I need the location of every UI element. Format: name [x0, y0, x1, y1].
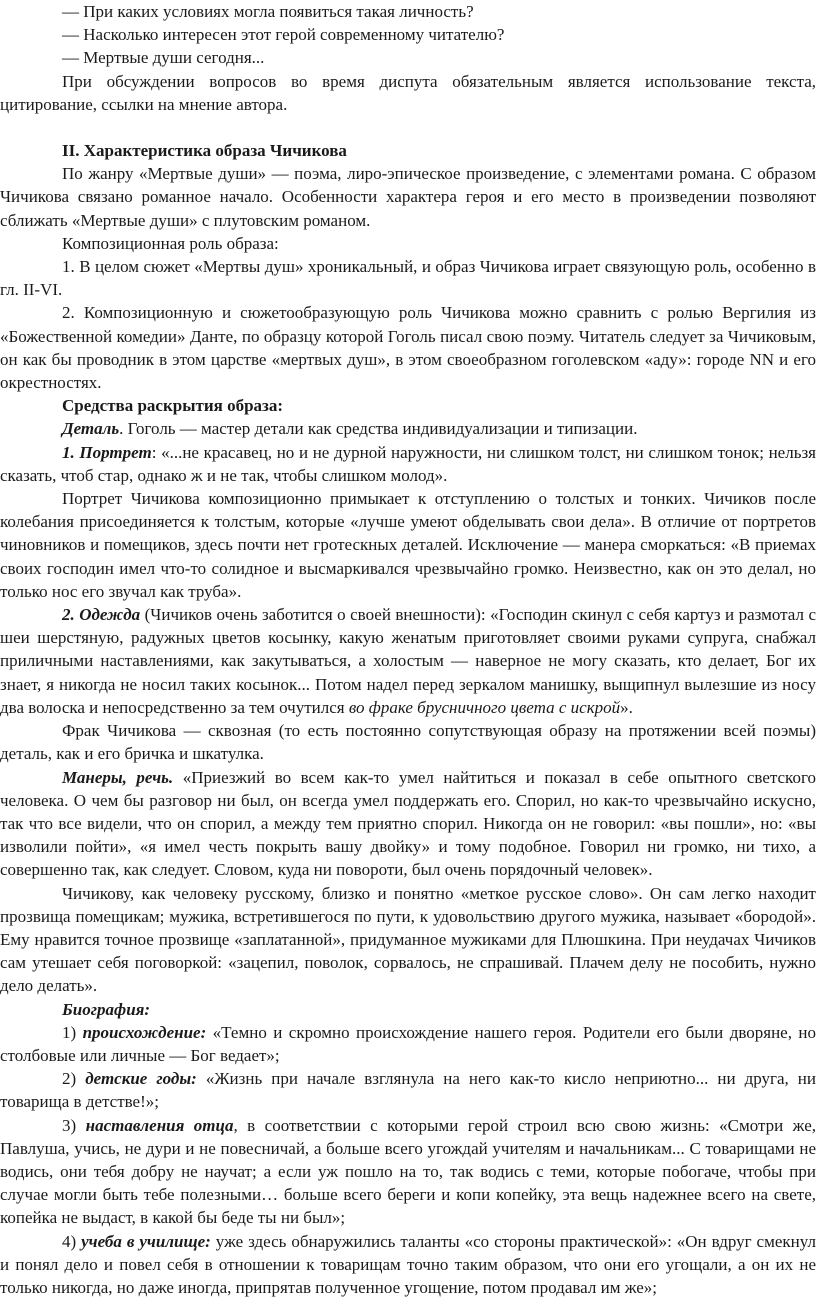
bio-item-2-label: детские годы: — [85, 1069, 197, 1089]
portrait-text: : «...не красавец, но и не дурной наружности, ни слишком толст, ни слишком тонок; нельзя сказать, чтоб стар, однако ж и не так, чтобы слишком молод». — [0, 442, 816, 485]
clothes-paragraph — [0, 603, 816, 719]
russian-word-paragraph: Чичикову, как человеку русскому, близко и понятно «меткое русское слово». Он сам легко находит прозвища помещикам; мужика, встретившегося по пути, к удовольствию другого мужика, называет «бородой». Ему нравится точное прозвище «заплатанной», придуманное мужиками для Плюшкина. При неудачах Чичиков сам утешает себя поговоркой: «зацепил, поволок, сорвалось, не спрашивай. Плачем делу не пособить, нужно дело делать». — [0, 883, 816, 996]
portrait-label: 1. Портрет — [62, 442, 152, 462]
intro-question-2: — Насколько интересен этот герой современному читателю? — [62, 25, 505, 45]
composition-item-1: 1. В целом сюжет «Мертвы душ» хроникальный, и образ Чичикова играет связующую роль, особенно в гл. II-VI. — [0, 257, 816, 300]
composition-label: Композиционная роль образа: — [62, 233, 279, 253]
portrait-analysis: Портрет Чичикова композиционно примыкает к отступлению о толстых и тонких. Чичиков после колебания присоединяется к толстым, которые «лучше умеют обделывать свои дела». В отличие от портретов чиновников и помещиков, здесь почти нет гротескных деталей. Исключение — манера сморкаться: «В приемах своих господин имел что-то солидное и высмаркивался чрезвычайно громко. Неизвестно, как он это делал, но только нос его звучал как труба». — [0, 489, 816, 601]
manners-text: «Приезжий во всем как-то умел найтиться и показал в себе опытного светского человека. О чем бы разговор ни был, он всегда умел поддержать его. Спорил, но как-то чрезвычайно искусно, так что все видели, что он спорил, а между тем приятно спорил. Никогда он не говорил: «вы пошли», но: «вы изволили пойти», «я имел честь покрыть вашу двойку» и тому подобное. Говорил ни громко, ни тихо, а совершенно так, как следует. Словом, куда ни повороти, был очень порядочный человек». — [0, 767, 816, 880]
portrait-paragraph — [0, 441, 816, 487]
bio-item-2-num: 2) — [62, 1069, 86, 1089]
bio-item-4-num: 4) — [62, 1231, 82, 1251]
genre-paragraph: По жанру «Мертвые души» — поэма, лиро-эпическое произведение, с элементами романа. С образом Чичикова связано романное начало. Особенности характера героя и его место в произведении позволяют сближать «Мертвые души» с плутовским романом. — [0, 164, 816, 230]
composition-item-2: 2. Композиционную и сюжетообразующую роль Чичикова можно сравнить с ролью Вергилия из «Божественной комедии» Данте, по образцу которой Гоголь писал свою поэму. Читатель следует за Чичиковым, он как бы проводник в этом царстве «мертвых душ», в этом своеобразном гоголевском «аду»: городе NN и его окрестностях. — [0, 303, 816, 393]
means-title: Средства раскрытия образа: — [62, 396, 284, 416]
detail-label: Деталь — [62, 419, 120, 439]
clothes-label: 2. Одежда — [62, 605, 141, 625]
intro-note: При обсуждении вопросов во время диспута обязательным является использование текста, цитирование, ссылки на мнение автора. — [0, 71, 816, 114]
manners-label: Манеры, речь. — [62, 767, 174, 787]
bio-item-4-text: уже здесь обнаружились таланты «со стороны практической»: «Он вдруг смекнул и понял дело и повел себя в отношении к товарищам точно таким образом, что они его угощали, а он их не только никогда, но даже иногда, припрятав полученное угощение, потом продавал им же»; — [0, 1231, 816, 1297]
manners-paragraph — [0, 766, 816, 882]
bio-item-2-text: «Жизнь при начале взглянула на него как-то кисло неприютно... ни друга, ни товарища в детстве!»; — [0, 1069, 816, 1112]
clothes-italic: во фраке брусничного цвета с искрой — [348, 697, 621, 717]
detail-text: . Гоголь — мастер детали как средства индивидуализации и типизации. — [119, 419, 638, 439]
bio-item-1 — [0, 1021, 816, 1067]
bio-item-4-label: учеба в училище: — [81, 1231, 211, 1251]
clothes-text: (Чичиков очень заботится о своей внешности): «Господин скинул с себя картуз и размотал с шеи шерстяную, радужных цветов косынку, какую женатым приготовляет своими руками супруга, снабжал приличными наставлениями, как закутываться, а холостым — наверное не могу сказать, кто делает, Бог их знает, я никогда не носил таких косынок... Потом надел перед зеркалом манишку, выщипнул вылезшие из носу два волоска и непосредственно за тем очутился — [0, 605, 816, 717]
bio-item-2 — [0, 1067, 816, 1113]
bio-item-3-text: , в соответствии с которыми герой строил всю свою жизнь: «Смотри же, Павлуша, учись, не дури и не повесничай, а больше всего угождай учителям и начальникам... С товарищами не водись, они тебя добру не научат; а если уж пошло на то, так водись с теми, которые побогаче, чтобы при случае могли быть тебе полезными… больше всего береги и копи копейку, эта вещь надежнее всего на свете, копейка не выдаст, в какой бы беде ты ни был»; — [0, 1115, 816, 1228]
intro-question-3: — Мертвые души сегодня... — [62, 48, 265, 68]
bio-item-1-label: происхождение: — [82, 1022, 207, 1042]
biography-label: Биография: — [62, 999, 151, 1019]
clothes-end: ». — [620, 697, 633, 717]
intro-question-1: — При каких условиях могла появиться такая личность? — [62, 2, 474, 21]
bio-item-4 — [0, 1230, 816, 1299]
bio-item-3 — [0, 1114, 816, 1230]
bio-item-1-text: «Темно и скромно происхождение нашего героя. Родители его были дворяне, но столбовые или личные — Бог ведает»; — [0, 1022, 816, 1065]
bio-item-3-label: наставления отца — [85, 1115, 234, 1135]
detail-paragraph — [0, 417, 816, 440]
frock-paragraph: Фрак Чичикова — сквозная (то есть постоянно сопутствующая образу на протяжении всей поэмы) деталь, как и его бричка и шкатулка. — [0, 721, 816, 764]
section-title: II. Характеристика образа Чичикова — [62, 141, 347, 161]
bio-item-3-num: 3) — [62, 1115, 86, 1135]
bio-item-1-num: 1) — [62, 1022, 83, 1042]
